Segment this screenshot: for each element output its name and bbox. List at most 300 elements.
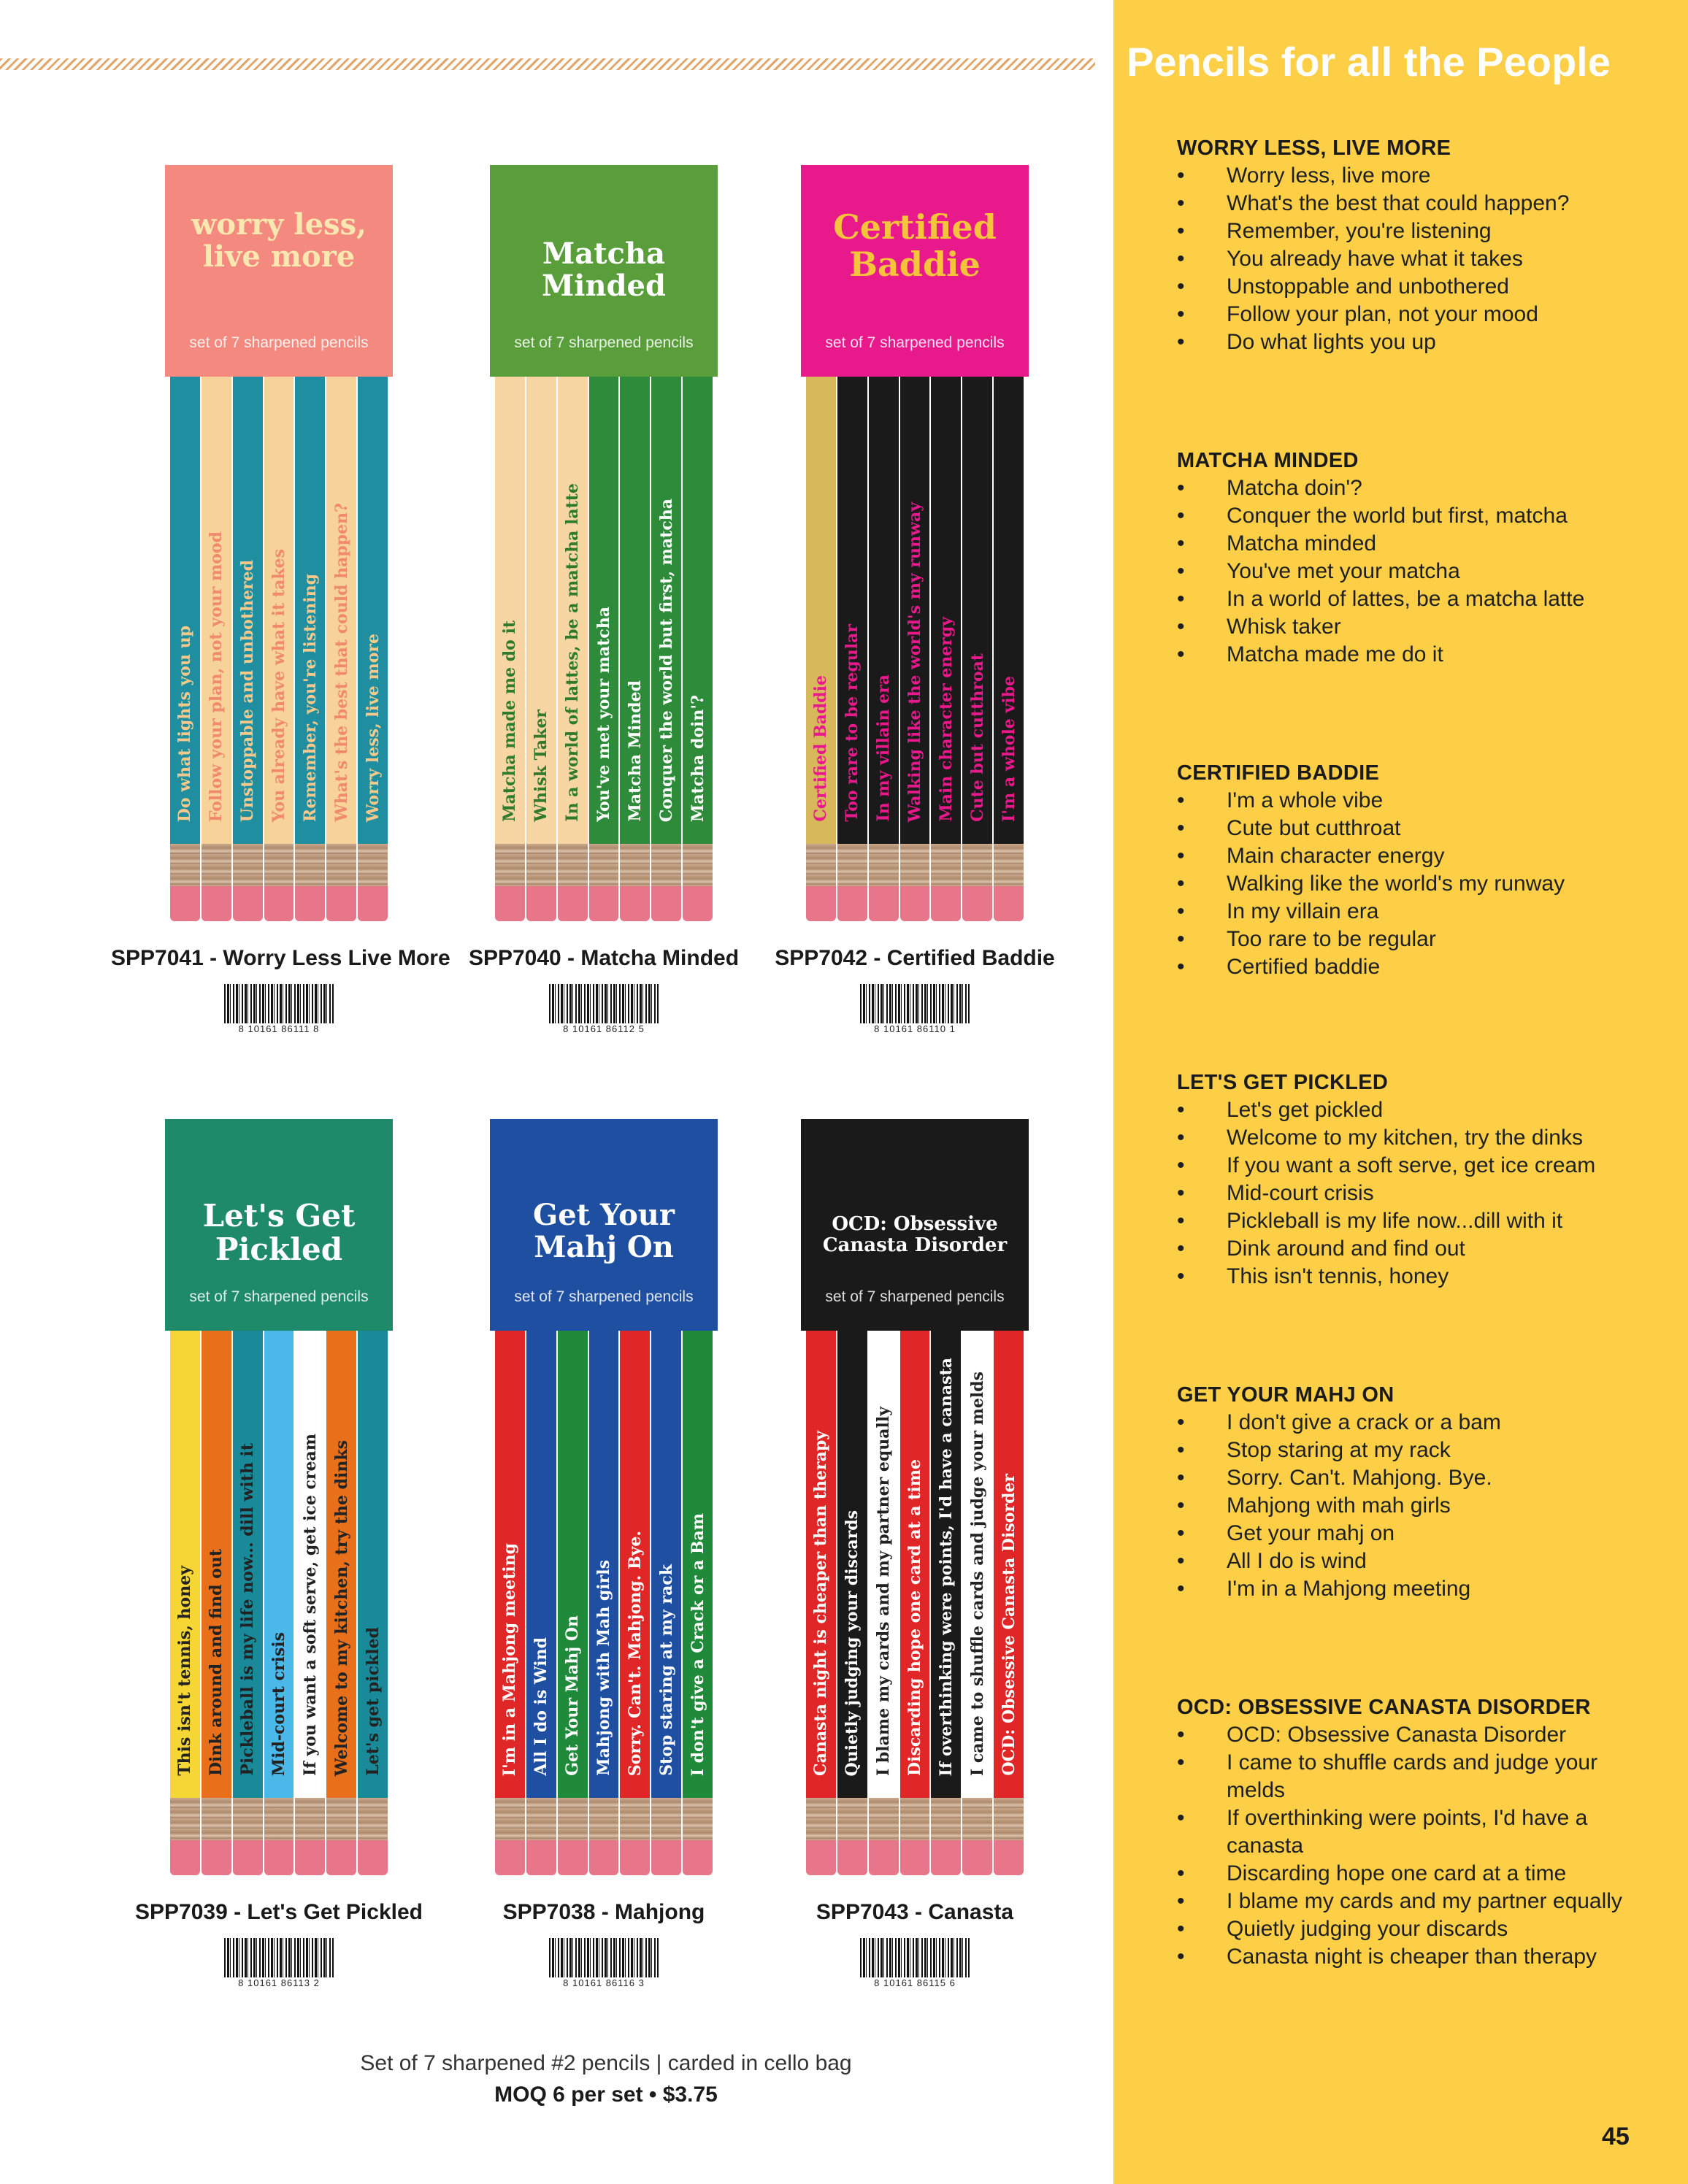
pack-title: Get Your Mahj On — [533, 1198, 675, 1264]
pencil-ferrule — [558, 1798, 588, 1840]
pencil-text: I blame my cards and my partner equally — [874, 1406, 894, 1776]
section-baddie — [1177, 759, 1659, 981]
pencil-text: Conquer the world but first, matcha — [656, 498, 676, 822]
product-caption: SPP7041 - Worry Less Live More — [111, 946, 450, 970]
pencil-eraser — [170, 1840, 200, 1875]
pencil-body — [495, 377, 525, 844]
pencil-eraser — [589, 886, 619, 921]
pencil-body — [962, 1331, 992, 1798]
pencil-text: In my villain era — [874, 674, 894, 822]
pencil-set — [494, 377, 713, 924]
pencil-ferrule — [264, 1798, 294, 1840]
pencil-body — [869, 1331, 899, 1798]
pencil — [931, 1331, 961, 1878]
section-list — [1177, 1721, 1659, 1971]
barcode — [217, 984, 341, 1035]
product-caption: SPP7038 - Mahjong — [502, 1900, 705, 1924]
pencil-body — [651, 377, 681, 844]
list-item: • Mid-court crisis — [1177, 1180, 1659, 1207]
pencil — [837, 377, 867, 924]
pack-title: Certified Baddie — [833, 207, 997, 284]
barcode-digits: 8 10161 86113 2 — [238, 1977, 320, 1988]
pencil-ferrule — [233, 844, 263, 886]
pencil-body — [900, 377, 930, 844]
pencil — [994, 377, 1024, 924]
pencil-body — [526, 1331, 556, 1798]
pencil-eraser — [558, 886, 588, 921]
pencil-eraser — [358, 1840, 388, 1875]
pencil-ferrule — [326, 844, 356, 886]
pencil — [589, 1331, 619, 1878]
list-item: • Canasta night is cheaper than therapy — [1177, 1943, 1659, 1971]
section-canasta — [1177, 1693, 1659, 1971]
pencil-eraser — [651, 886, 681, 921]
pencil-ferrule — [589, 844, 619, 886]
barcode-bars — [549, 1938, 659, 1977]
pencil-body — [295, 1331, 325, 1798]
list-item: • Certified baddie — [1177, 953, 1659, 981]
pencil-ferrule — [651, 1798, 681, 1840]
pencil-body — [295, 377, 325, 844]
barcode-bars — [860, 1938, 970, 1977]
pencil-eraser — [233, 1840, 263, 1875]
list-item: • In a world of lattes, be a matcha latte — [1177, 585, 1659, 613]
pencil-text: Canasta night is cheaper than therapy — [811, 1431, 831, 1776]
pencil — [806, 1331, 836, 1878]
pencil-body — [358, 1331, 388, 1798]
pencil-text: What's the best that could happen? — [331, 503, 351, 822]
pencil — [495, 1331, 525, 1878]
pencil-body — [589, 377, 619, 844]
pencil-body — [326, 1331, 356, 1798]
pencil-text: Get Your Mahj On — [563, 1615, 583, 1776]
barcode — [853, 1938, 977, 1989]
pencil-eraser — [264, 886, 294, 921]
pencil-ferrule — [620, 844, 650, 886]
pencil-text: Cute but cutthroat — [967, 653, 987, 822]
pack-header — [165, 165, 393, 377]
list-item: • Let's get pickled — [1177, 1096, 1659, 1124]
pencil-ferrule — [526, 844, 556, 886]
pencil-text: Too rare to be regular — [843, 624, 862, 822]
list-item: • Welcome to my kitchen, try the dinks — [1177, 1124, 1659, 1152]
barcode — [217, 1938, 341, 1989]
pencil-ferrule — [931, 1798, 961, 1840]
pencil — [233, 377, 263, 924]
pencil-text: Follow your plan, not your mood — [207, 531, 226, 822]
pencil — [264, 1331, 294, 1878]
pencil — [962, 1331, 992, 1878]
list-item: • Matcha made me do it — [1177, 641, 1659, 669]
pencil-ferrule — [931, 844, 961, 886]
pencil — [651, 377, 681, 924]
pencil-text: Unstoppable and unbothered — [238, 559, 258, 822]
pack-subtitle: set of 7 sharpened pencils — [825, 1288, 1005, 1305]
pencil-body — [495, 1331, 525, 1798]
barcode — [542, 984, 666, 1035]
pencil — [869, 377, 899, 924]
list-item: • This isn't tennis, honey — [1177, 1263, 1659, 1291]
pencil-eraser — [495, 1840, 525, 1875]
pencil-ferrule — [526, 1798, 556, 1840]
pack-header — [801, 1119, 1029, 1331]
pencil — [170, 377, 200, 924]
pencil — [683, 1331, 713, 1878]
pencil-ferrule — [358, 1798, 388, 1840]
list-item: • I don't give a crack or a bam — [1177, 1409, 1659, 1437]
pencil — [495, 377, 525, 924]
pencil — [170, 1331, 200, 1878]
pack-title: OCD: Obsessive Canasta Disorder — [822, 1213, 1008, 1256]
pencil-body — [526, 377, 556, 844]
pencil-eraser — [558, 1840, 588, 1875]
pencil-body — [994, 377, 1024, 844]
pencil — [837, 1331, 867, 1878]
pencil — [558, 377, 588, 924]
pencil-set — [805, 377, 1024, 924]
pencil — [202, 1331, 231, 1878]
barcode-digits: 8 10161 86111 8 — [238, 1023, 320, 1034]
pencil-eraser — [526, 886, 556, 921]
pencil-eraser — [651, 1840, 681, 1875]
pencil-eraser — [962, 1840, 992, 1875]
pencil-body — [170, 377, 200, 844]
pencil-eraser — [358, 886, 388, 921]
list-item: • OCD: Obsessive Canasta Disorder — [1177, 1721, 1659, 1749]
pencil — [589, 377, 619, 924]
pencil-ferrule — [869, 844, 899, 886]
pencil-pack-card — [165, 165, 393, 924]
pack-title: Let's Get Pickled — [202, 1198, 356, 1268]
pencil-set — [169, 1331, 388, 1878]
pencil-ferrule — [869, 1798, 899, 1840]
list-item: • Dink around and find out — [1177, 1235, 1659, 1263]
pencil-text: Dink around and find out — [207, 1548, 226, 1776]
pencil-body — [326, 377, 356, 844]
pencil-text: If overthinking were points, I'd have a canasta — [936, 1357, 956, 1776]
product-caption: SPP7040 - Matcha Minded — [468, 946, 740, 970]
list-item: • Worry less, live more — [1177, 162, 1659, 190]
list-item: • Stop staring at my rack — [1177, 1437, 1659, 1464]
pencil — [295, 1331, 325, 1878]
pencil-body — [837, 1331, 867, 1798]
barcode-digits: 8 10161 86110 1 — [874, 1023, 956, 1034]
pencil-text: Worry less, live more — [363, 633, 383, 822]
pencil-set — [805, 1331, 1024, 1878]
pencil-ferrule — [962, 844, 992, 886]
pencil-ferrule — [558, 844, 588, 886]
pencil-eraser — [806, 886, 836, 921]
pencil — [326, 1331, 356, 1878]
decorative-stripe — [0, 58, 1095, 70]
section-title: CERTIFIED BADDIE — [1177, 761, 1380, 785]
pencil-eraser — [994, 1840, 1024, 1875]
pencil-text: If you want a soft serve, get ice cream — [300, 1434, 320, 1776]
pencil-set — [494, 1331, 713, 1878]
section-title: OCD: OBSESSIVE CANASTA DISORDER — [1177, 1696, 1591, 1719]
pencil-body — [900, 1331, 930, 1798]
pencil-text: You've met your matcha — [594, 607, 613, 822]
footer-description: Set of 7 sharpened #2 pencils | carded in cello bag — [360, 2051, 852, 2075]
pencil-body — [264, 377, 294, 844]
pencil-text: Welcome to my kitchen, try the dinks — [331, 1439, 351, 1776]
pencil-body — [869, 377, 899, 844]
list-item: • I'm a whole vibe — [1177, 787, 1659, 815]
pack-title: worry less, live more — [191, 207, 367, 274]
barcode-digits: 8 10161 86115 6 — [874, 1977, 956, 1988]
pencil-text: I don't give a Crack or a Bam — [688, 1512, 707, 1776]
barcode-bars — [860, 984, 970, 1023]
pencil-text: Mahjong with Mah girls — [594, 1560, 613, 1776]
section-matcha — [1177, 447, 1659, 669]
pencil-eraser — [837, 1840, 867, 1875]
pencil-text: Stop staring at my rack — [656, 1564, 676, 1776]
pencil — [358, 1331, 388, 1878]
pencil-ferrule — [837, 844, 867, 886]
pencil-eraser — [900, 886, 930, 921]
list-item: • In my villain era — [1177, 898, 1659, 926]
list-item: • Get your mahj on — [1177, 1520, 1659, 1547]
barcode-digits: 8 10161 86116 3 — [563, 1977, 645, 1988]
pencil — [264, 377, 294, 924]
pencil — [358, 377, 388, 924]
pencil-body — [806, 1331, 836, 1798]
barcode — [542, 1938, 666, 1989]
pencil-text: All I do is Wind — [532, 1637, 551, 1776]
pencil-body — [358, 377, 388, 844]
section-list — [1177, 787, 1659, 981]
list-item: • Walking like the world's my runway — [1177, 870, 1659, 898]
pencil-ferrule — [170, 844, 200, 886]
pencil-eraser — [683, 1840, 713, 1875]
pencil — [558, 1331, 588, 1878]
pack-header — [490, 1119, 718, 1331]
pencil — [931, 377, 961, 924]
pencil-eraser — [806, 1840, 836, 1875]
pencil-ferrule — [994, 1798, 1024, 1840]
pencil-eraser — [326, 1840, 356, 1875]
pencil-ferrule — [264, 844, 294, 886]
section-title: GET YOUR MAHJ ON — [1177, 1383, 1394, 1407]
pencil-text: In a world of lattes, be a matcha latte — [563, 483, 583, 822]
pencil — [620, 377, 650, 924]
list-item: • I blame my cards and my partner equally — [1177, 1888, 1659, 1915]
pencil-ferrule — [295, 844, 325, 886]
pencil-eraser — [869, 1840, 899, 1875]
sidebar-title: Pencils for all the People — [1127, 39, 1611, 85]
list-item: • Matcha minded — [1177, 530, 1659, 558]
list-item: • If you want a soft serve, get ice cream — [1177, 1152, 1659, 1180]
pencil-body — [683, 377, 713, 844]
list-item: • I'm in a Mahjong meeting — [1177, 1575, 1659, 1603]
pencil-body — [837, 377, 867, 844]
pencil-text: Discarding hope one card at a time — [905, 1459, 924, 1776]
pencil-ferrule — [837, 1798, 867, 1840]
list-item: • Unstoppable and unbothered — [1177, 273, 1659, 301]
barcode-bars — [549, 984, 659, 1023]
list-item: • Discarding hope one card at a time — [1177, 1860, 1659, 1888]
pencil — [683, 377, 713, 924]
pack-header — [801, 165, 1029, 377]
pencil-ferrule — [358, 844, 388, 886]
pencil-text: Let's get pickled — [363, 1627, 383, 1776]
section-worry-less — [1177, 134, 1659, 356]
pencil-ferrule — [683, 844, 713, 886]
pencil-body — [558, 1331, 588, 1798]
pencil-ferrule — [683, 1798, 713, 1840]
pencil-ferrule — [900, 1798, 930, 1840]
list-item: • Cute but cutthroat — [1177, 815, 1659, 842]
pencil-text: This isn't tennis, honey — [175, 1566, 195, 1776]
list-item: • Whisk taker — [1177, 613, 1659, 641]
barcode-bars — [224, 1938, 334, 1977]
list-item: • Too rare to be regular — [1177, 926, 1659, 953]
list-item: • Conquer the world but first, matcha — [1177, 502, 1659, 530]
pencil-ferrule — [651, 844, 681, 886]
list-item: • Follow your plan, not your mood — [1177, 301, 1659, 328]
pencil-body — [994, 1331, 1024, 1798]
pencil-text: Pickleball is my life now... dill with it — [238, 1443, 258, 1776]
pencil-eraser — [202, 1840, 231, 1875]
barcode — [853, 984, 977, 1035]
pencil-body — [233, 1331, 263, 1798]
pencil-eraser — [900, 1840, 930, 1875]
pencil — [900, 377, 930, 924]
pencil — [295, 377, 325, 924]
pencil-eraser — [170, 886, 200, 921]
pencil-ferrule — [202, 1798, 231, 1840]
pencil — [651, 1331, 681, 1878]
pencil-eraser — [264, 1840, 294, 1875]
pencil-pack-card — [801, 1119, 1029, 1878]
product-caption: SPP7042 - Certified Baddie — [775, 946, 1055, 970]
pencil-body — [931, 377, 961, 844]
pencil-set — [169, 377, 388, 924]
pencil-text: Matcha Minded — [625, 680, 645, 822]
section-title: WORRY LESS, LIVE MORE — [1177, 136, 1451, 160]
pencil-ferrule — [295, 1798, 325, 1840]
pencil-ferrule — [620, 1798, 650, 1840]
pencil-text: Matcha doin'? — [688, 694, 707, 822]
pencil-body — [264, 1331, 294, 1798]
pencil — [994, 1331, 1024, 1878]
pencil-text: You already have what it takes — [269, 548, 288, 822]
list-item: • Do what lights you up — [1177, 328, 1659, 356]
list-item: • Remember, you're listening — [1177, 218, 1659, 245]
pencil-eraser — [589, 1840, 619, 1875]
pencil-ferrule — [495, 844, 525, 886]
pencil-body — [202, 377, 231, 844]
pencil-ferrule — [994, 844, 1024, 886]
pencil-body — [651, 1331, 681, 1798]
list-item: • You've met your matcha — [1177, 558, 1659, 585]
page-number: 45 — [1602, 2123, 1630, 2150]
pencil-ferrule — [806, 844, 836, 886]
footer-moq-price: MOQ 6 per set • $3.75 — [494, 2083, 718, 2107]
pencil-body — [620, 377, 650, 844]
pencil-eraser — [295, 1840, 325, 1875]
list-item: • Mahjong with mah girls — [1177, 1492, 1659, 1520]
pencil-body — [558, 377, 588, 844]
pencil-eraser — [683, 886, 713, 921]
list-item: • Sorry. Can't. Mahjong. Bye. — [1177, 1464, 1659, 1492]
pencil — [962, 377, 992, 924]
pencil-eraser — [495, 886, 525, 921]
section-list — [1177, 474, 1659, 669]
list-item: • You already have what it takes — [1177, 245, 1659, 273]
pencil-ferrule — [589, 1798, 619, 1840]
pencil — [806, 377, 836, 924]
pencil-body — [170, 1331, 200, 1798]
pencil-text: Whisk Taker — [532, 710, 551, 822]
section-pickled — [1177, 1069, 1659, 1291]
barcode-digits: 8 10161 86112 5 — [563, 1023, 645, 1034]
pencil-text: Quietly judging your discards — [843, 1510, 862, 1776]
pencil-eraser — [931, 1840, 961, 1875]
pencil-pack-card — [490, 165, 718, 924]
pencil-eraser — [620, 886, 650, 921]
product-caption: SPP7039 - Let's Get Pickled — [135, 1900, 423, 1924]
pencil-text: Mid-court crisis — [269, 1631, 288, 1776]
pencil-eraser — [962, 886, 992, 921]
pencil-body — [683, 1331, 713, 1798]
pencil-body — [962, 377, 992, 844]
pack-header — [490, 165, 718, 377]
pencil — [900, 1331, 930, 1878]
list-item: • What's the best that could happen? — [1177, 190, 1659, 218]
pencil-text: Do what lights you up — [175, 625, 195, 822]
pencil-eraser — [869, 886, 899, 921]
pencil — [526, 377, 556, 924]
pack-title: Matcha Minded — [542, 237, 666, 303]
pencil-text: Sorry. Can't. Mahjong. Bye. — [625, 1530, 645, 1776]
list-item: • All I do is wind — [1177, 1547, 1659, 1575]
pencil — [202, 377, 231, 924]
pencil — [869, 1331, 899, 1878]
pencil-pack-card — [490, 1119, 718, 1878]
list-item: • Quietly judging your discards — [1177, 1915, 1659, 1943]
list-item: • Main character energy — [1177, 842, 1659, 870]
pencil-body — [589, 1331, 619, 1798]
list-item: • Matcha doin'? — [1177, 474, 1659, 502]
pencil-ferrule — [495, 1798, 525, 1840]
list-item: • I came to shuffle cards and judge your melds — [1177, 1749, 1659, 1804]
barcode-bars — [224, 984, 334, 1023]
pencil-text: Walking like the world's my runway — [905, 501, 924, 822]
pencil-eraser — [295, 886, 325, 921]
pencil-pack-card — [801, 165, 1029, 924]
pencil-eraser — [837, 886, 867, 921]
pencil — [326, 377, 356, 924]
pencil-ferrule — [233, 1798, 263, 1840]
pencil-eraser — [202, 886, 231, 921]
product-caption: SPP7043 - Canasta — [816, 1900, 1014, 1924]
pencil — [526, 1331, 556, 1878]
pencil-ferrule — [962, 1798, 992, 1840]
pencil-eraser — [931, 886, 961, 921]
pencil — [233, 1331, 263, 1878]
pack-header — [165, 1119, 393, 1331]
section-title: MATCHA MINDED — [1177, 449, 1359, 472]
section-list — [1177, 162, 1659, 356]
pencil-eraser — [326, 886, 356, 921]
pencil-ferrule — [202, 844, 231, 886]
pencil-text: Certified Baddie — [811, 675, 831, 822]
pack-subtitle: set of 7 sharpened pencils — [189, 1288, 369, 1305]
list-item: • If overthinking were points, I'd have a canasta — [1177, 1804, 1659, 1860]
list-item: • Pickleball is my life now...dill with it — [1177, 1207, 1659, 1235]
pencil-ferrule — [806, 1798, 836, 1840]
